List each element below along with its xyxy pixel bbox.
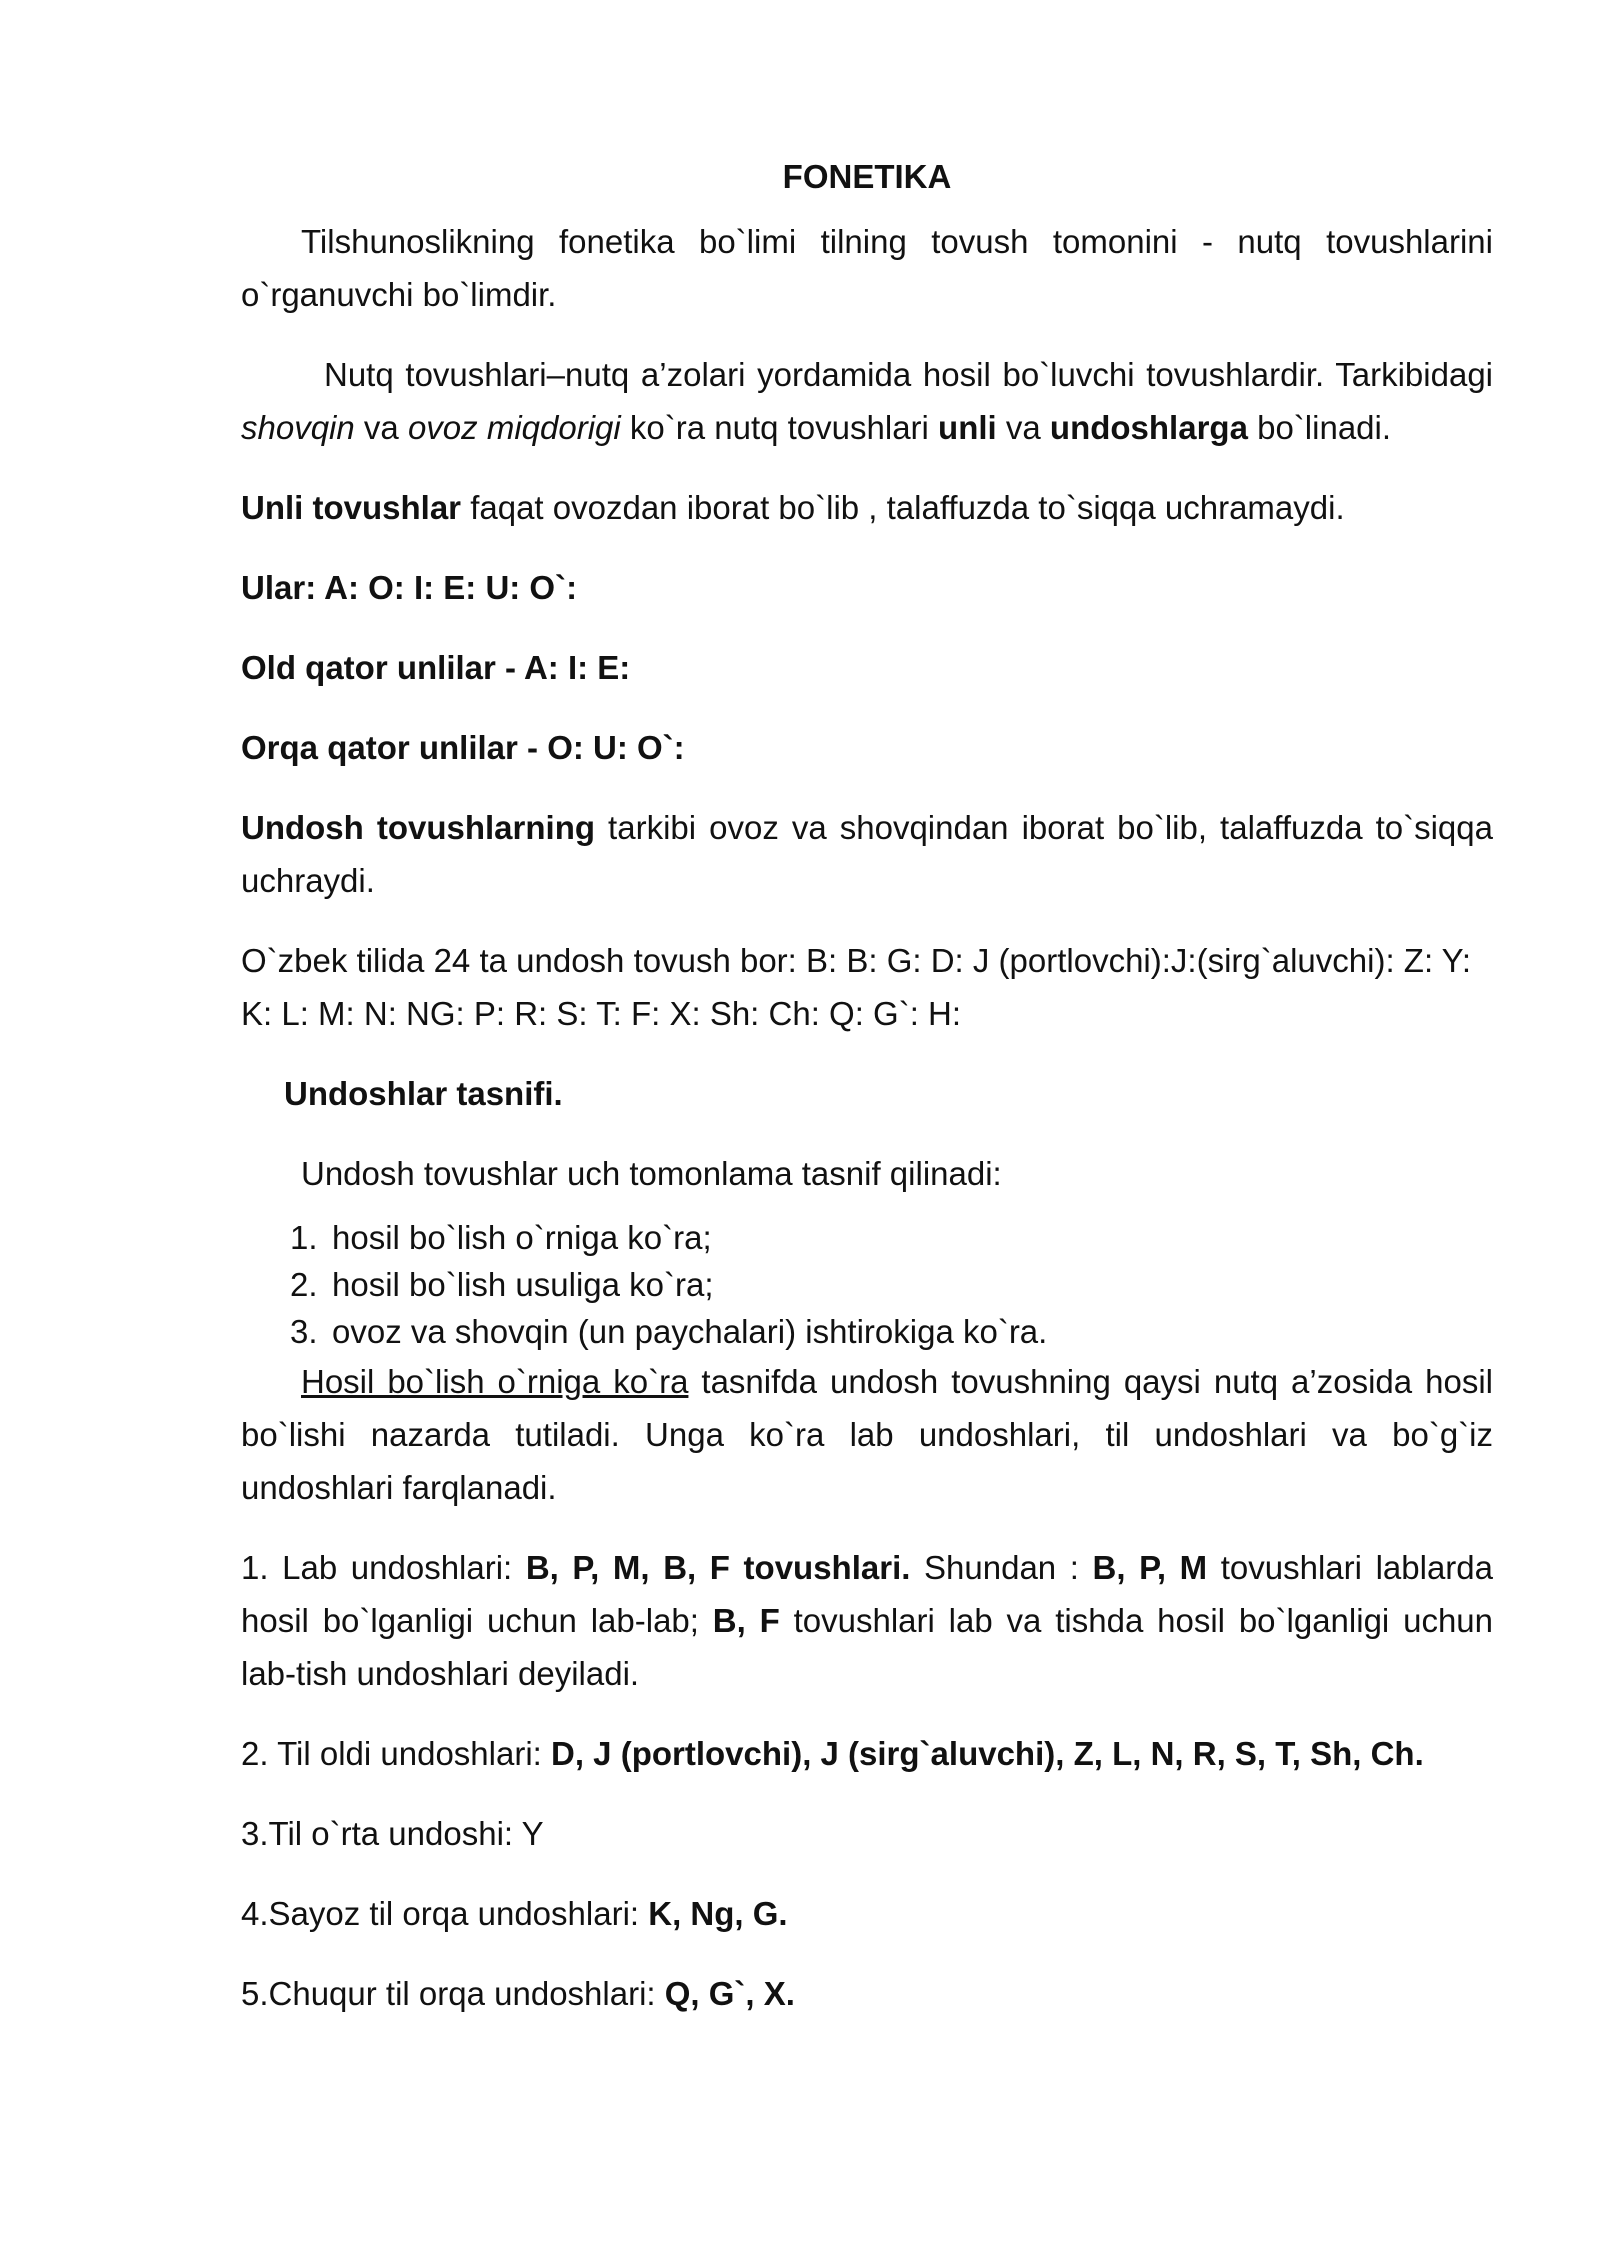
- text-run: va: [996, 409, 1050, 446]
- bold-run: Undoshlar tasnifi.: [284, 1075, 563, 1112]
- list-number: 1.: [290, 1219, 318, 1256]
- italic-run: ovoz miqdorigi: [407, 409, 621, 446]
- text-run: faqat ovozdan iborat bo`lib , talaffuzda to`siqqa uchramaydi.: [461, 489, 1345, 526]
- paragraph-vowels: [241, 481, 1493, 534]
- text-run: tasnifda undosh tovushning qaysi nutq a’zosida hosil bo`lishi nazarda tutiladi. Unga ko`ra lab undoshlari, til undoshlari va bo`g`iz undoshlari farqlanadi.: [241, 1363, 1493, 1506]
- paragraph-front-tongue: [241, 1727, 1493, 1780]
- paragraph-consonant-count: O`zbek tilida 24 ta undosh tovush bor: B: B: G: D: J (portlovchi):J:(sirg`aluvchi): Z: Y: K: L: M: N: NG: P: R: S: T: F: X: Sh: Ch: Q: G`: H:: [241, 942, 1472, 1032]
- list-number: 3.: [290, 1313, 318, 1350]
- bold-run: Undosh tovushlarning: [241, 809, 596, 846]
- list-number: 2.: [290, 1266, 318, 1303]
- paragraph-consonants: [241, 801, 1493, 907]
- section-heading: [241, 1067, 1493, 1120]
- list-item: [241, 1261, 1493, 1308]
- paragraph-shallow-back: [241, 1887, 1493, 1940]
- text-run: Shundan :: [910, 1549, 1093, 1586]
- text-run: ko`ra nutq tovushlari: [620, 409, 939, 446]
- bold-run: undoshlarga: [1049, 409, 1248, 446]
- bold-run: K, Ng, G.: [648, 1895, 788, 1932]
- bold-run: B, P, M: [1092, 1549, 1208, 1586]
- bold-run: D, J (portlovchi), J (sirg`aluvchi), Z, L, N, R, S, T, Sh, Ch.: [551, 1735, 1424, 1772]
- bold-run: unli: [938, 409, 997, 446]
- paragraph-vowel-list: [241, 561, 1493, 614]
- classification-list: [241, 1214, 1493, 1355]
- text-run: tovushlari lablarda hosil bo`lganligi uchun lab-lab;: [241, 1549, 1493, 1639]
- paragraph-deep-back: [241, 1967, 1493, 2020]
- bold-run: Orqa qator unlilar - O: U: O`:: [241, 729, 685, 766]
- paragraph-classification-intro: Undosh tovushlar uch tomonlama tasnif qilinadi:: [301, 1155, 1002, 1192]
- page-title: FONETIKA: [782, 158, 952, 195]
- paragraph-mid-tongue: 3.Til o`rta undoshi: Y: [241, 1815, 544, 1852]
- text-run: tarkibi ovoz va shovqindan iborat bo`lib, talaffuzda to`siqqa uchraydi.: [241, 809, 1493, 899]
- paragraph-speech-sounds: [241, 348, 1493, 454]
- list-text: ovoz va shovqin (un paychalari) ishtirokiga ko`ra.: [332, 1313, 1048, 1350]
- bold-run: Q, G`, X.: [664, 1975, 795, 2012]
- text-run: 5.Chuqur til orqa undoshlari:: [241, 1975, 665, 2012]
- paragraph-labial: [241, 1541, 1493, 1700]
- list-text: hosil bo`lish o`rniga ko`ra;: [332, 1219, 712, 1256]
- text-run: tovushlari lab va tishda hosil bo`lganligi uchun lab-tish undoshlari deyiladi.: [241, 1602, 1494, 1692]
- list-item: [241, 1214, 1493, 1261]
- paragraph-front-vowels: [241, 641, 1493, 694]
- text-run: 4.Sayoz til orqa undoshlari:: [241, 1895, 649, 1932]
- document-body: [241, 150, 1493, 2047]
- text-run: va: [354, 409, 408, 446]
- paragraph-back-vowels: [241, 721, 1493, 774]
- underlined-run: Hosil bo`lish o`rniga ko`ra: [301, 1363, 689, 1400]
- list-text: hosil bo`lish usuliga ko`ra;: [332, 1266, 714, 1303]
- paragraph-place-of-articulation: [241, 1355, 1493, 1514]
- list-item: [241, 1308, 1493, 1355]
- bold-run: Old qator unlilar - A: I: E:: [241, 649, 631, 686]
- bold-run: B, F: [712, 1602, 780, 1639]
- text-run: 1. Lab undoshlari:: [241, 1549, 526, 1586]
- bold-run: B, P, M, B, F tovushlari.: [525, 1549, 911, 1586]
- bold-run: Unli tovushlar: [241, 489, 462, 526]
- italic-run: shovqin: [241, 409, 355, 446]
- text-run: 2. Til oldi undoshlari:: [241, 1735, 552, 1772]
- bold-run: Ular: A: O: I: E: U: O`:: [241, 569, 578, 606]
- text-run: Nutq tovushlari–nutq a’zolari yordamida hosil bo`luvchi tovushlardir. Tarkibidagi: [324, 356, 1493, 393]
- text-run: bo`linadi.: [1247, 409, 1392, 446]
- paragraph-intro: Tilshunoslikning fonetika bo`limi tilning tovush tomonini - nutq tovushlarini o`rganuvchi bo`limdir.: [241, 223, 1493, 313]
